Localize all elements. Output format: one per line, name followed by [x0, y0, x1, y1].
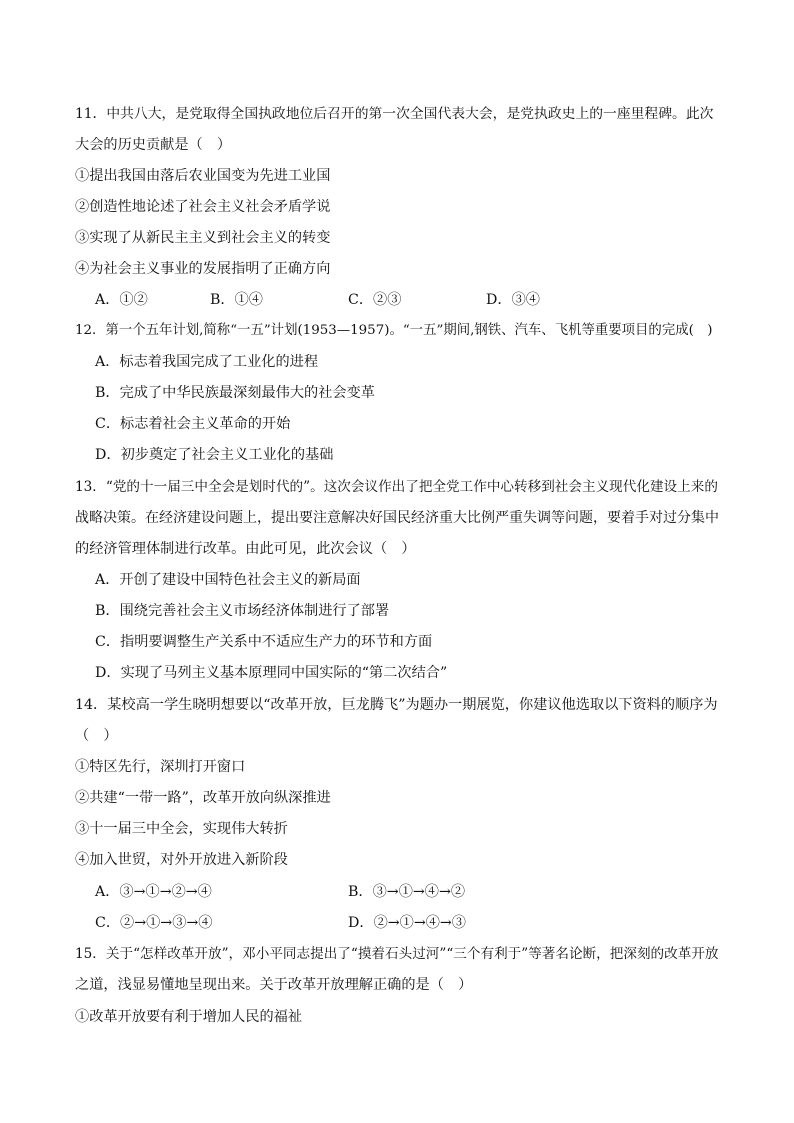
q11-option-c[interactable]: C．②③ — [348, 292, 402, 308]
q14-item-4: ④加入世贸，对外开放进入新阶段 — [75, 852, 288, 868]
q11-option-b[interactable]: B．①④ — [210, 292, 263, 308]
q11-item-2: ②创造性地论述了社会主义社会矛盾学说 — [75, 199, 331, 215]
q11-stem-line-1: 11．中共八大，是党取得全国执政地位后召开的第一次全国代表大会，是党执政史上的一座里程碑。此次 — [75, 106, 714, 122]
q13-option-d[interactable]: D．实现了马列主义基本原理同中国实际的“第二次结合” — [95, 665, 448, 681]
q14-item-3: ③十一届三中全会，实现伟大转折 — [75, 821, 288, 837]
q13-option-c[interactable]: C．指明要调整生产关系中不适应生产力的环节和方面 — [95, 634, 433, 650]
q14-item-2: ②共建“一带一路”，改革开放向纵深推进 — [75, 790, 331, 806]
q15-stem-line-1: 15．关于“怎样改革开放”，邓小平同志提出了“摸着石头过河”“三个有利于”等著名论断，把深刻的改革开放 — [75, 946, 719, 962]
q12-option-d[interactable]: D．初步奠定了社会主义工业化的基础 — [95, 447, 334, 463]
q15-item-1: ①改革开放要有利于增加人民的福祉 — [75, 1009, 303, 1025]
q14-option-c[interactable]: C．②→①→③→④ — [95, 915, 213, 931]
q14-option-d[interactable]: D．②→①→④→③ — [348, 915, 466, 931]
q14-option-a[interactable]: A．③→①→②→④ — [95, 884, 212, 900]
q13-stem-line-1: 13．“党的十一届三中全会是划时代的”。这次会议作出了把全党工作中心转移到社会主义现代化建设上来的 — [75, 479, 718, 495]
q13-option-b[interactable]: B．围绕完善社会主义市场经济体制进行了部署 — [95, 603, 390, 619]
q14-stem-line-1: 14．某校高一学生晓明想要以“改革开放，巨龙腾飞”为题办一期展览，你建议他选取以下资料的顺序为 — [75, 697, 718, 713]
q12-option-b[interactable]: B．完成了中华民族最深刻最伟大的社会变革 — [95, 385, 375, 401]
q14-stem-line-2: （ ） — [75, 728, 118, 744]
q13-option-a[interactable]: A．开创了建设中国特色社会主义的新局面 — [95, 572, 361, 588]
q11-option-d[interactable]: D．③④ — [486, 292, 540, 308]
q11-item-4: ④为社会主义事业的发展指明了正确方向 — [75, 261, 331, 277]
q14-item-1: ①特区先行，深圳打开窗口 — [75, 759, 246, 775]
q13-stem-line-2: 战略决策。在经济建设问题上，提出要注意解决好国民经济重大比例严重失调等问题，要着手对过分集中 — [75, 510, 719, 526]
q12-option-a[interactable]: A．标志着我国完成了工业化的进程 — [95, 354, 319, 370]
q11-item-3: ③实现了从新民主主义到社会主义的转变 — [75, 230, 331, 246]
q11-item-1: ①提出我国由落后农业国变为先进工业国 — [75, 168, 331, 184]
q12-option-c[interactable]: C．标志着社会主义革命的开始 — [95, 416, 291, 432]
q11-stem-line-2: 大会的历史贡献是（ ） — [75, 137, 232, 153]
q14-option-b[interactable]: B．③→①→④→② — [348, 884, 466, 900]
q12-stem-line-1: 12．第一个五年计划,简称“一五”计划(1953—1957)。“一五”期间,钢铁、汽车、飞机等重要项目的完成( ) — [75, 323, 713, 338]
q15-stem-line-2: 之道，浅显易懂地呈现出来。关于改革开放理解正确的是（ ） — [75, 977, 473, 993]
q11-option-a[interactable]: A．①② — [95, 292, 148, 308]
q13-stem-line-3: 的经济管理体制进行改革。由此可见，此次会议（ ） — [75, 541, 416, 557]
